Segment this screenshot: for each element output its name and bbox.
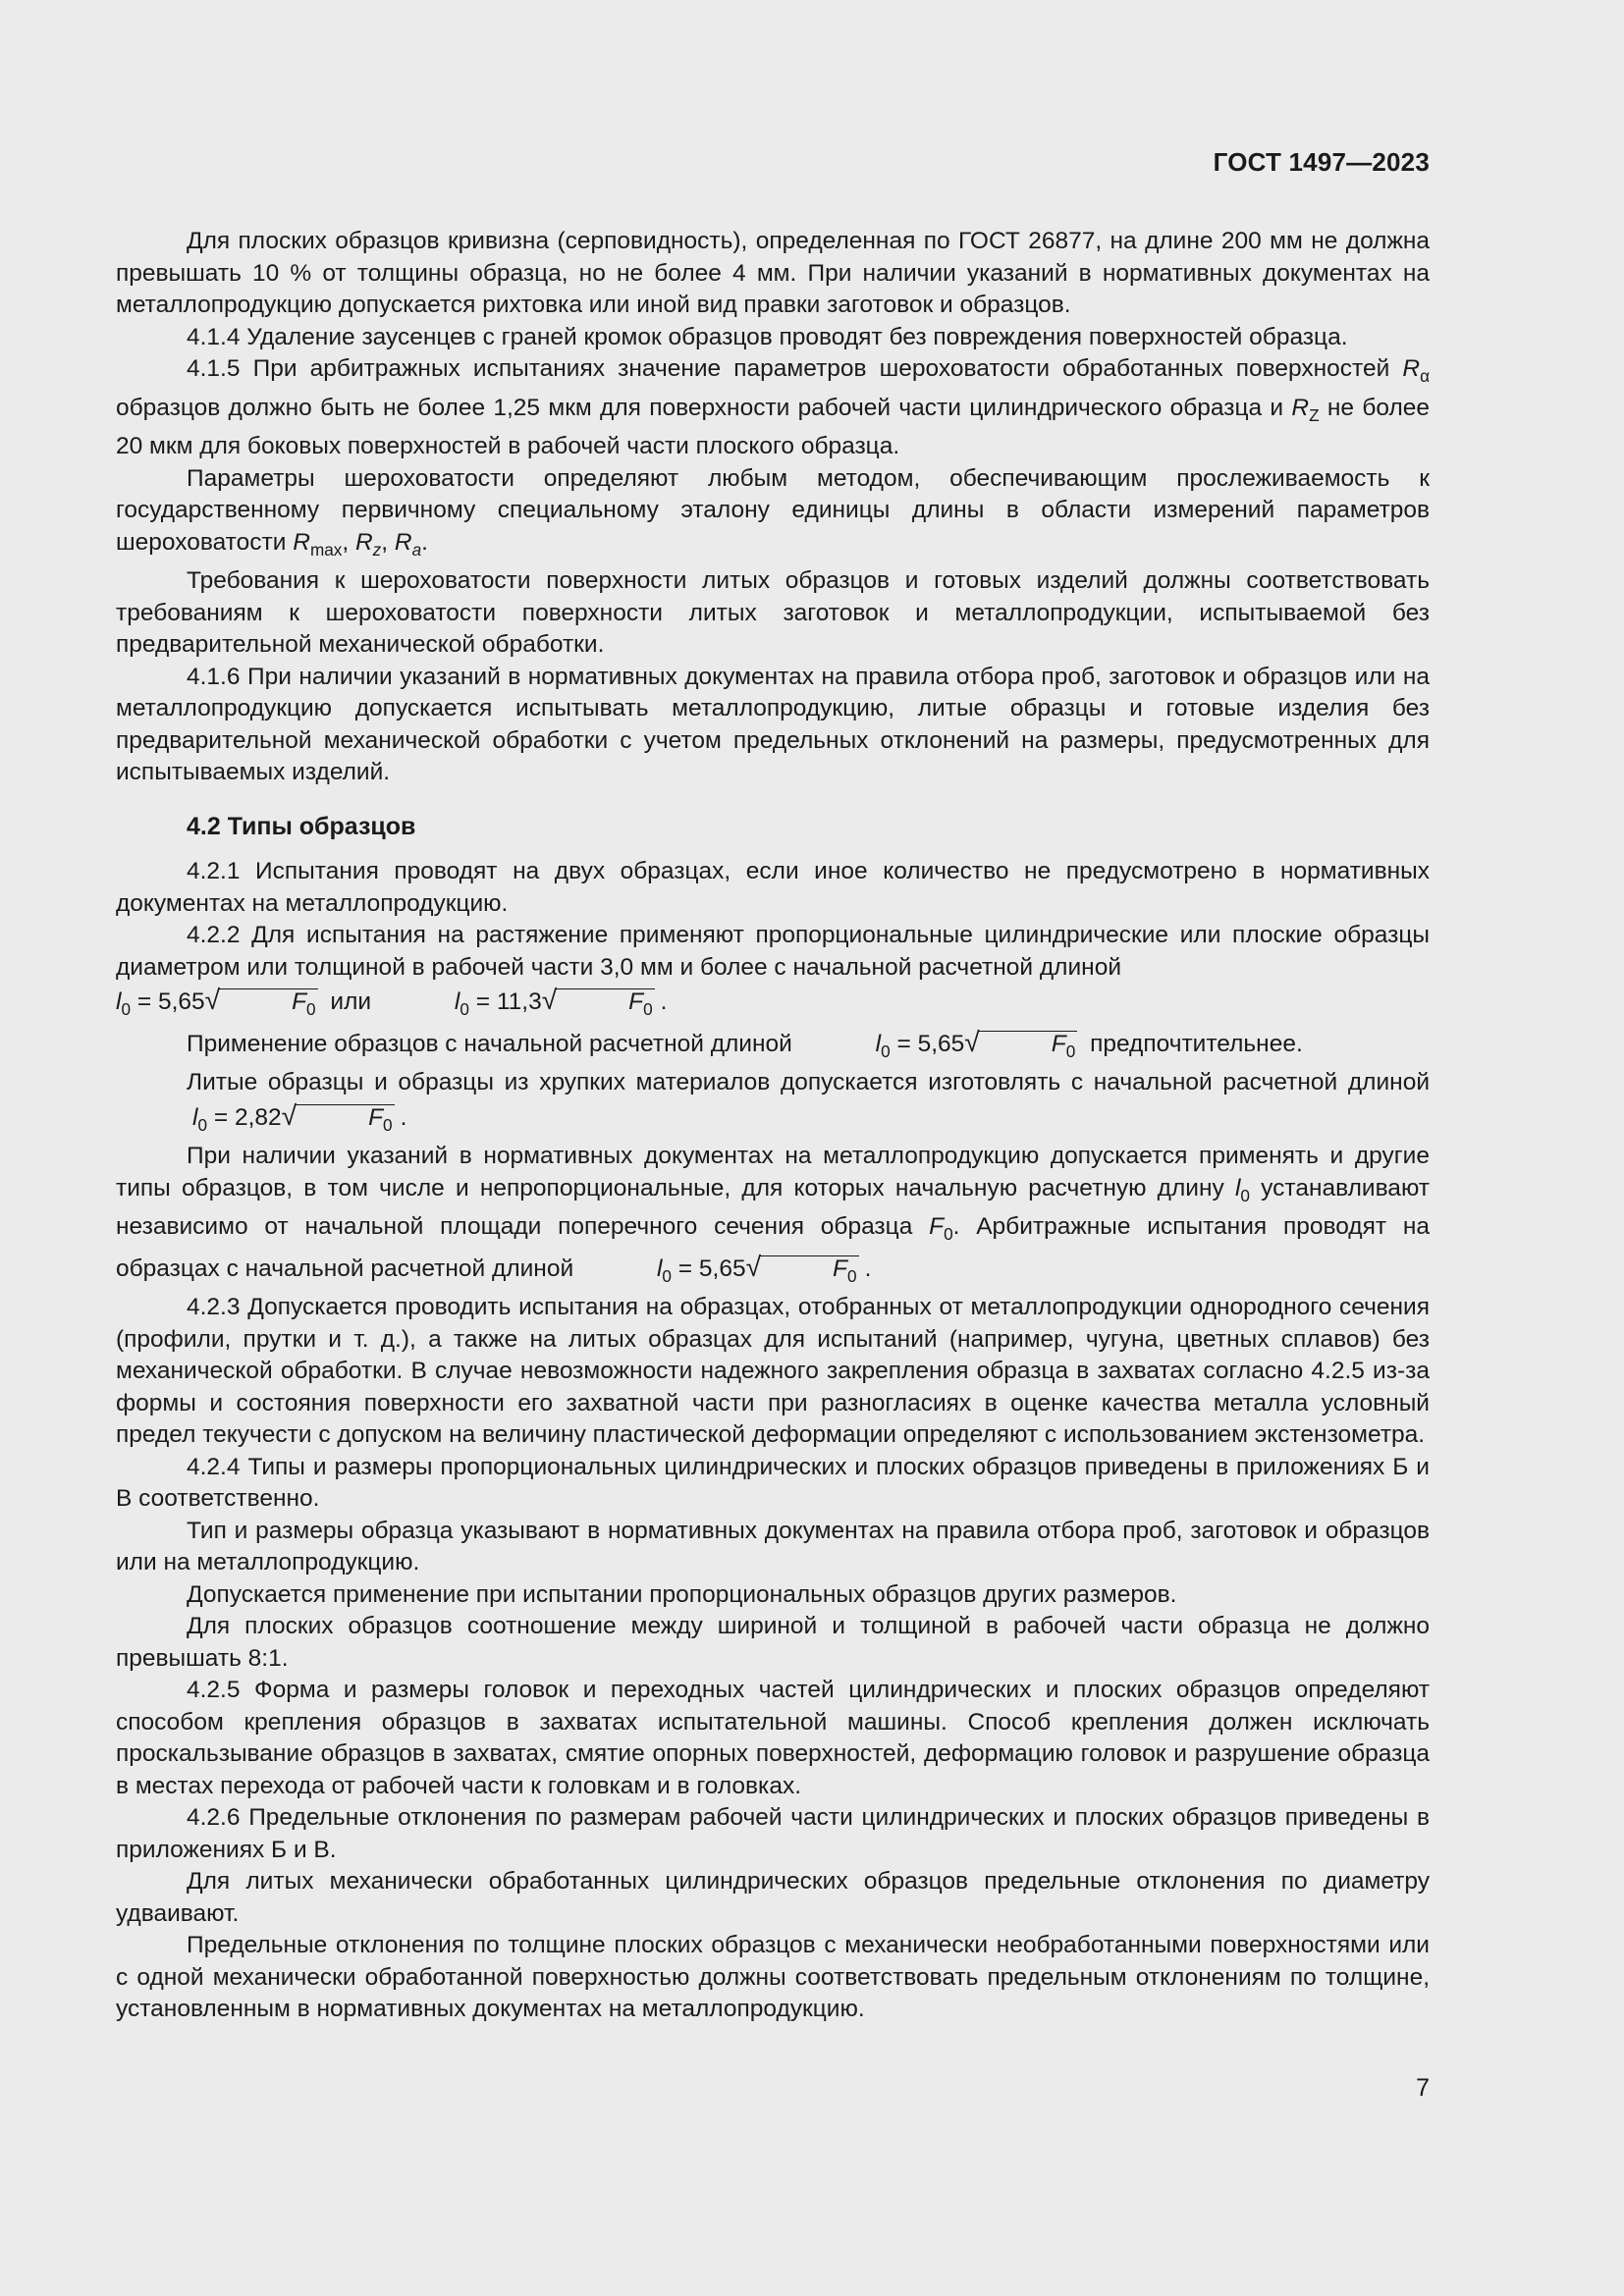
- paragraph-cast-roughness: Требования к шероховатости поверхности литых образцов и готовых изделий должны соответствовать требованиям к шероховатости поверхности литых заготовок и металлопродукции, испытываемой без предварительной механической обработки.: [116, 567, 1430, 658]
- paragraph-4-2-5: 4.2.5 Форма и размеры головок и переходных частей цилиндрических и плоских образцов определяют способом крепления образцов в захватах испытательной машины. Способ крепления должен исключать проскальзывание образцов в захватах, смятие опорных поверхностей, деформацию головок и разрушение образца в местах перехода от рабочей части к головкам и в головках.: [116, 1677, 1430, 1799]
- paragraph-4-2-2: 4.2.2 Для испытания на растяжение применяют пропорциональные цилиндрические или плоские образцы диаметром или толщиной в рабочей части 3,0 мм и более с начальной расчетной длиной $l_0 = 5,65√$ $F_0$ или $l_0 = 11,3√$ $F_0$ .: [116, 920, 1430, 1026]
- paragraph-4-2-1: 4.2.1 Испытания проводят на двух образцах, если иное количество не предусмотрено в нормативных документах на металлопродукцию.: [116, 858, 1430, 917]
- paragraph-ratio: Для плоских образцов соотношение между шириной и толщиной в рабочей части образца не должно превышать 8:1.: [116, 1613, 1430, 1672]
- formula-l0-565-preferred: $l_0 = 5,65√$ $F_0$: [805, 1026, 1078, 1068]
- paragraph-cast-diameter: Для литых механически обработанных цилиндрических образцов предельные отклонения по диаметру удваивают.: [116, 1868, 1430, 1927]
- formula-l0-565: $l_0 = 5,65√$ $F_0$: [45, 984, 318, 1026]
- paragraph-roughness-method: Параметры шероховатости определяют любым методом, обеспечивающим прослеживаемость к государственному первичному специальному эталону единицы длины в области измерений параметров шероховатости $R_{max}$, $R_z$, $R_a$.: [116, 464, 1430, 560]
- paragraph-cast-brittle: Литые образцы и образцы из хрупких материалов допускается изготовлять с начальной расчетной длиной $l_0 = 2,82√$ $F_0$ .: [116, 1067, 1430, 1141]
- paragraph-4-2-4: 4.2.4 Типы и размеры пропорциональных цилиндрических и плоских образцов приведены в приложениях Б и В соответственно.: [116, 1453, 1430, 1512]
- paragraph-other-sizes: Допускается применение при испытании пропорциональных образцов других размеров.: [187, 1580, 1177, 1608]
- paragraph-4-2-3: 4.2.3 Допускается проводить испытания на образцах, отобранных от металлопродукции однородного сечения (профили, прутки и т. д.), а также на литых образцах для испытаний (например, чугуна, цветных сплавов) без механической обработки. В случае невозможности надежного закрепления образца в захватах согласно 4.2.5 из-за формы и состояния поверхности его захватной части при разногласиях в оценке качества металла условный предел текучести с допуском на величину пластической деформации определяют с использованием экстензометра.: [116, 1294, 1430, 1448]
- formula-l0-282: $l_0 = 2,82√$ $F_0$: [122, 1099, 395, 1142]
- formula-l0-113: $l_0 = 11,3√$ $F_0$: [384, 984, 655, 1026]
- formula-l0-565-arbitration: $l_0 = 5,65√$ $F_0$: [586, 1251, 859, 1293]
- paragraph-preferred-length: Применение образцов с начальной расчетной длиной $l_0 = 5,65√$ $F_0$ предпочтительнее.: [116, 1026, 1430, 1068]
- paragraph-curvature: Для плоских образцов кривизна (серповидность), определенная по ГОСТ 26877, на длине 200 мм не должна превышать 10 % от толщины образца, но не более 4 мм. При наличии указаний в нормативных документах на металлопродукцию допускается рихтовка или иной вид правки заготовок и образцов.: [116, 228, 1430, 318]
- paragraph-4-2-6: 4.2.6 Предельные отклонения по размерам рабочей части цилиндрических и плоских образцов приведены в приложениях Б и В.: [116, 1804, 1430, 1863]
- paragraph-specimen-type: Тип и размеры образца указывают в нормативных документах на правила отбора проб, заготовок и образцов или на металлопродукцию.: [116, 1517, 1430, 1575]
- page-number: 7: [1416, 2074, 1430, 2102]
- section-heading-4-2: 4.2 Типы образцов: [187, 812, 416, 840]
- paragraph-4-1-6: 4.1.6 При наличии указаний в нормативных документах на правила отбора проб, заготовок и образцов или на металлопродукцию допускается испытывать металлопродукцию, литые образцы и готовые изделия без предварительной механической обработки с учетом предельных отклонений на размеры, предусмотренных для испытываемых изделий.: [116, 663, 1430, 785]
- paragraph-nonproportional: При наличии указаний в нормативных документах на металлопродукцию допускается применять и другие типы образцов, в том числе и непропорциональные, для которых начальную расчетную длину $l_0$ устанавливают независимо от начальной площади поперечного сечения образца $F_0$. Арбитражные испытания проводят на образцах с начальной расчетной длиной $l_0 = 5,65√$ $F_0$ .: [116, 1141, 1430, 1292]
- paragraph-4-1-4: 4.1.4 Удаление заусенцев с граней кромок образцов проводят без повреждения поверхностей образца.: [187, 323, 1348, 350]
- paragraph-thickness-deviation: Предельные отклонения по толщине плоских образцов с механически необработанными поверхностями или с одной механически обработанной поверхностью должны соответствовать предельным отклонениям по толщине, установленным в нормативных документах на металлопродукцию.: [116, 1932, 1430, 2022]
- document-body: [116, 226, 1430, 2026]
- paragraph-4-1-5: 4.1.5 При арбитражных испытаниях значение параметров шероховатости обработанных поверхностей $R_\alpha$ образцов должно быть не более 1,25 мкм для поверхности рабочей части цилиндрического образца и $R_Z$ не более 20 мкм для боковых поверхностей в рабочей части плоского образца.: [116, 355, 1431, 459]
- document-code-header: ГОСТ 1497—2023: [1213, 147, 1430, 177]
